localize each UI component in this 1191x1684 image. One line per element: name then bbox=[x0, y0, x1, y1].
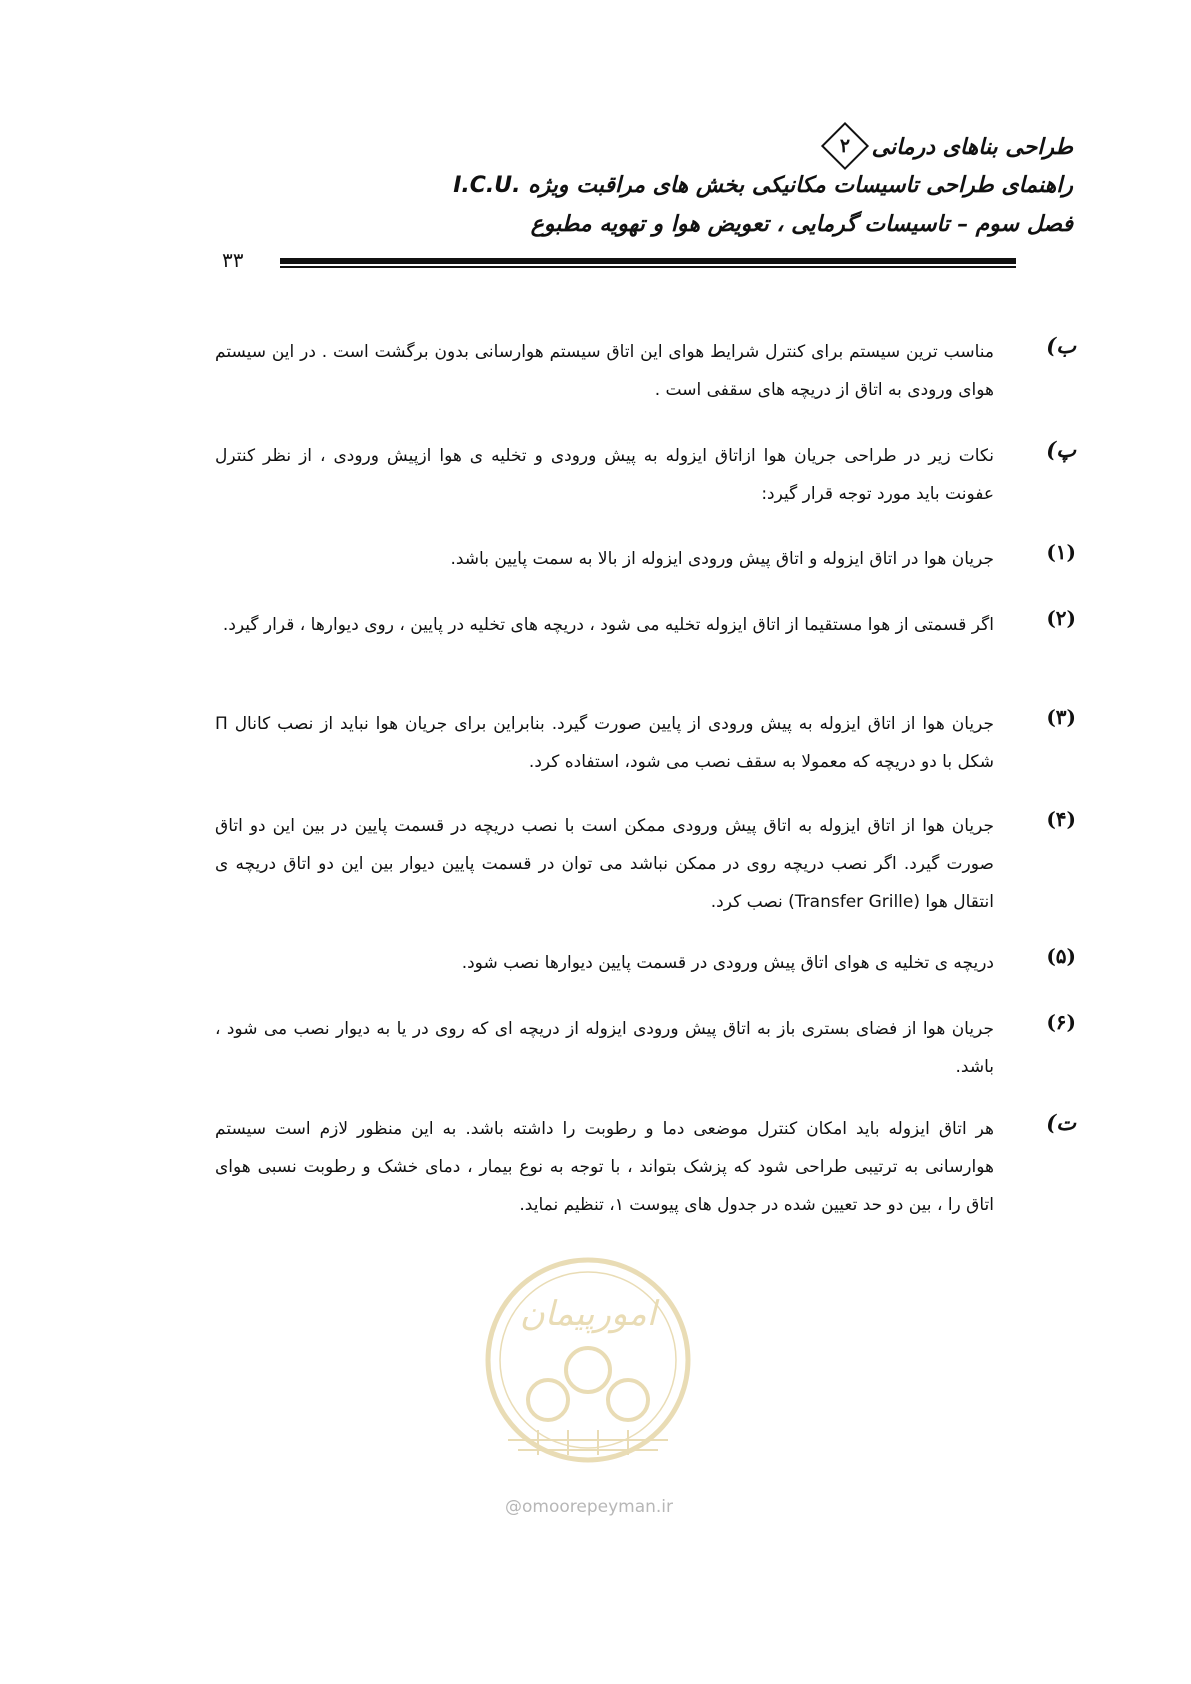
watermark-logo bbox=[478, 1250, 698, 1510]
item-text bbox=[215, 705, 994, 781]
item-text-part: شکل با دو دریچه که معمولا به سقف نصب می شود، استفاده کرد. bbox=[528, 752, 994, 772]
chapter-title: فصل سوم – تاسیسات گرمایی ، تعویض هوا و تهویه مطبوع bbox=[530, 211, 1073, 237]
item-number: (۳) bbox=[1046, 705, 1076, 729]
watermark-logo-text: امورپیمان bbox=[519, 1294, 657, 1334]
item-text bbox=[215, 807, 994, 921]
header-rule bbox=[280, 258, 1016, 264]
item-text: دریچه ی تخلیه ی هوای اتاق پیش ورودی در قسمت پایین دیوارها نصب شود. bbox=[461, 953, 994, 973]
guide-title: راهنمای طراحی تاسیسات مکانیکی بخش های مراقبت ویژه bbox=[528, 172, 1073, 198]
paragraph-marker: ب) bbox=[1046, 333, 1076, 358]
item-number: (۶) bbox=[1046, 1010, 1076, 1034]
paragraph-marker: ت) bbox=[1046, 1110, 1076, 1135]
watermark-url: @omoorepeyman.ir bbox=[505, 1497, 674, 1517]
item-number: (۱) bbox=[1046, 540, 1076, 564]
list-item bbox=[215, 705, 1076, 781]
item-text: جریان هوا در اتاق ایزوله و اتاق پیش ورودی ایزوله از بالا به سمت پایین باشد. bbox=[450, 549, 994, 569]
list-item bbox=[215, 606, 1076, 644]
item-number: (۲) bbox=[1046, 606, 1076, 630]
item-text: اگر قسمتی از هوا مستقیما از اتاق ایزوله تخلیه می شود ، دریچه های تخلیه در پایین ، روی دیوارها ، قرار گیرد. bbox=[222, 615, 994, 635]
item-text-part: نصب کرد. bbox=[710, 892, 783, 912]
item-text-part: جریان هوا از اتاق ایزوله به پیش ورودی از پایین صورت گیرد. بنابراین برای جریان هوا نباید از نصب کانال bbox=[234, 714, 994, 734]
item-number: (۴) bbox=[1046, 807, 1076, 831]
series-number-badge bbox=[821, 122, 869, 170]
series-number: ۲ bbox=[839, 135, 850, 157]
paragraph-b bbox=[215, 333, 1076, 409]
paragraph-marker: پ) bbox=[1046, 437, 1076, 462]
list-item bbox=[215, 540, 1076, 578]
guide-acronym: I.C.U. bbox=[453, 173, 521, 198]
transfer-grille-term: (Transfer Grille) bbox=[788, 892, 920, 912]
document-header bbox=[453, 128, 1073, 243]
series-title: طراحی بناهای درمانی bbox=[871, 134, 1073, 160]
list-item bbox=[215, 807, 1076, 921]
item-number: (۵) bbox=[1046, 944, 1076, 968]
page-number: ۳۳ bbox=[222, 248, 244, 272]
series-title-line bbox=[453, 128, 1073, 166]
pi-symbol: Π bbox=[215, 714, 228, 734]
item-text: جریان هوا از فضای بستری باز به اتاق پیش ورودی ایزوله از دریچه ای که روی در یا به دیوار نصب می شود ، باشد. bbox=[215, 1019, 994, 1077]
paragraph-p bbox=[215, 437, 1076, 513]
paragraph-t bbox=[215, 1110, 1076, 1224]
list-item bbox=[215, 1010, 1076, 1086]
paragraph-text: نکات زیر در طراحی جریان هوا ازاتاق ایزوله به پیش ورودی و تخلیه ی هوا ازپیش ورودی ، از نظر کنترل عفونت باید مورد توجه قرار گیرد: bbox=[215, 446, 994, 504]
item-text-part: جریان هوا از اتاق ایزوله به اتاق پیش ورودی ممکن است با نصب دریچه در قسمت پایین در بین این دو اتاق صورت گیرد. اگر نصب دریچه روی در ممکن نباشد می توان در قسمت پایین دیوار بین این دو اتاق دریچه ی انتقال هوا bbox=[215, 816, 994, 912]
list-item bbox=[215, 944, 1076, 982]
paragraph-text: هر اتاق ایزوله باید امکان کنترل موضعی دما و رطوبت را داشته باشد. به این منظور لازم است سیستم هوارسانی به ترتیبی طراحی شود که پزشک بتواند ، با توجه به نوع بیمار ، دمای خشک و رطوبت نسبی هوای اتاق را ، بین دو حد تعیین شده در جدول های پیوست ۱، تنظیم نماید. bbox=[215, 1119, 994, 1215]
guide-title-line bbox=[453, 166, 1073, 205]
paragraph-text: مناسب ترین سیستم برای کنترل شرایط هوای این اتاق سیستم هوارسانی بدون برگشت است . در این سیستم هوای ورودی به اتاق از دریچه های سقفی است . bbox=[215, 342, 994, 400]
